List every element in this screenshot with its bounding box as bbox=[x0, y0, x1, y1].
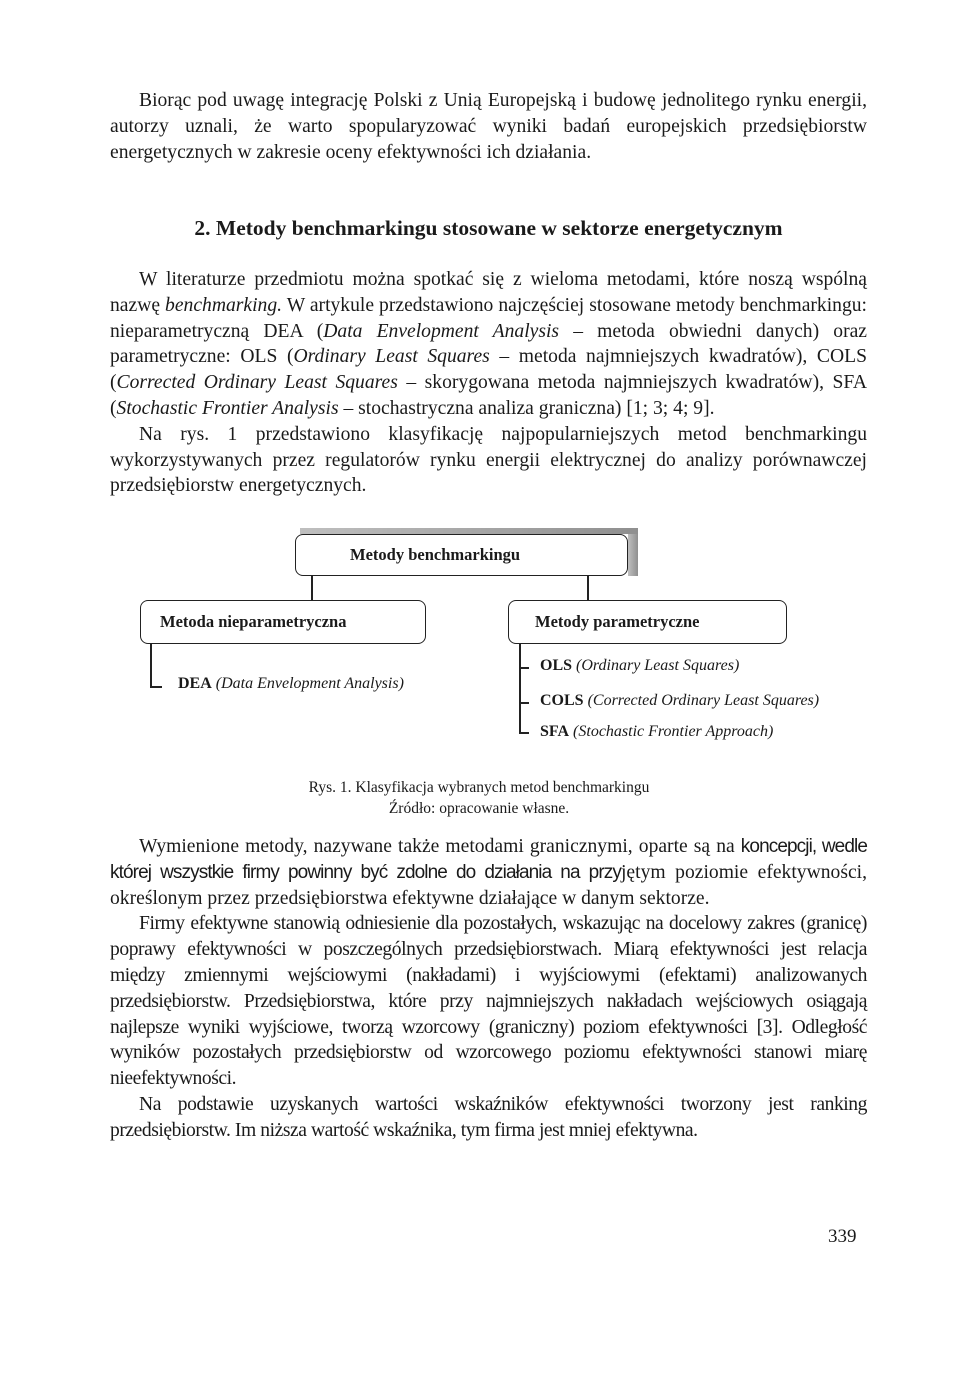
ols-item bbox=[540, 657, 739, 675]
p1-term-cols: Corrected Ordinary Least Squares – bbox=[116, 372, 417, 394]
diagram-root-label: Metody benchmarkingu bbox=[350, 545, 521, 564]
right-tick-ols bbox=[519, 667, 529, 669]
p1-text-6: stochastryczna analiza graniczna) [1; 3; 4; 9]. bbox=[353, 397, 715, 419]
p1-term-dea: Data Envelopment Analysis – bbox=[323, 320, 583, 342]
diagram-root-box bbox=[295, 534, 628, 576]
paragraph-4: Firmy efektywne stanowią odniesienie dla pozostałych, wskazując na docelowy zakres (granicę) poprawy efektywności w poszczególnych przedsiębiorstwach. Miarą efektywności jest relacja między zmiennymi wejściowymi (nakładami) i wyjściowymi (efektami) analizowanych przedsiębiorstw. Przedsiębiorstwa, które przy najmniejszych nakładach wejściowych osiągają najlepsze wyniki wyjściowe, tworzą wzorcowy (graniczny) poziom efektywności [3]. Odległość wyników pozostałych przedsiębiorstw od wzorcowego poziomu efektywności stanowi miarę nieefektywności. bbox=[110, 913, 867, 1090]
body-continued bbox=[110, 834, 867, 1144]
nonparametric-box bbox=[140, 600, 426, 644]
left-bracket-vertical bbox=[150, 644, 152, 688]
parametric-label: Metody parametryczne bbox=[535, 612, 700, 631]
p3-text-a: Wymienione metody, nazywane także metodami granicznymi, oparte są na bbox=[139, 836, 741, 857]
cols-full: (Corrected Ordinary Least Squares) bbox=[587, 692, 820, 709]
paragraph-5: Na podstawie uzyskanych wartości wskaźników efektywności tworzony jest ranking przedsiębiorstw. Im niższa wartość wskaźnika, tym firma jest mniej efektywna. bbox=[110, 1093, 867, 1141]
cols-abbr: COLS bbox=[540, 692, 584, 709]
p1-text-3: metoda obwiedni danych) oraz parametryczne: OLS ( bbox=[110, 320, 867, 368]
intro-paragraph bbox=[110, 88, 867, 165]
right-tick-cols bbox=[519, 702, 529, 704]
dea-full: (Data Envelopment Analysis) bbox=[215, 675, 404, 692]
paragraph-2: Na rys. 1 przedstawiono klasyfikację najpopularniejszych metod benchmarkingu wykorzystywanych przez regulatorów rynku energii elektrycznej do analizy porównawczej przedsiębiorstw energetycznych. bbox=[110, 423, 867, 497]
scan-shadow-side bbox=[628, 534, 638, 576]
ols-abbr: OLS bbox=[540, 657, 573, 674]
figure-source: Źródło: opracowanie własne. bbox=[388, 800, 570, 817]
p3-text-c: jętym poziomie efektywności, określonym przez przedsiębiorstwa efektywne działające w danym sektorze. bbox=[110, 861, 867, 909]
nonparametric-label: Metoda nieparametryczna bbox=[160, 612, 347, 631]
connector-root-left bbox=[311, 576, 313, 602]
sfa-item bbox=[540, 723, 773, 741]
right-tick-sfa bbox=[519, 732, 529, 734]
sfa-full: (Stochastic Frontier Approach) bbox=[573, 723, 774, 740]
p1-text-2: W artykule przedstawiono najczęściej stosowane metody benchmarkingu: nieparametryczną DEA ( bbox=[110, 294, 867, 342]
dea-abbr: DEA bbox=[178, 675, 212, 692]
p1-term-benchmarking: benchmarking. bbox=[165, 294, 283, 316]
section-heading: 2. Metody benchmarkingu stosowane w sektorze energetycznym bbox=[194, 216, 783, 240]
figure-caption: Rys. 1. Klasyfikacja wybranych metod benchmarkingu bbox=[308, 779, 650, 796]
p1-text-5: skorygowana metoda najmniejszych kwadratów), SFA ( bbox=[110, 372, 867, 419]
paragraph-1 bbox=[110, 267, 867, 499]
classification-diagram bbox=[0, 520, 958, 780]
intro-text: Biorąc pod uwagę integrację Polski z Unią Europejską i budowę jednolitego rynku energii, autorzy uznali, że warto spopularyzować wyniki badań europejskich przedsiębiorstw energetycznych w zakresie oceny efektywności ich działania. bbox=[110, 90, 867, 163]
connector-root-right bbox=[587, 576, 589, 602]
paragraph-3 bbox=[110, 834, 867, 911]
dea-item bbox=[178, 675, 404, 693]
ols-full: (Ordinary Least Squares) bbox=[576, 657, 740, 674]
cols-item bbox=[540, 692, 819, 710]
sfa-abbr: SFA bbox=[540, 723, 570, 740]
right-bracket-vertical bbox=[519, 644, 521, 734]
p3-text-b: koncepcji, wedle której wszystkie firmy powinny być zdolne do działania na przy bbox=[110, 836, 867, 883]
p1-text-4: metoda najmniejszych kwadratów), COLS ( bbox=[110, 346, 867, 394]
left-bracket-tick bbox=[150, 686, 162, 688]
page-number: 339 bbox=[828, 1226, 857, 1247]
p1-term-ols: Ordinary Least Squares – bbox=[293, 346, 510, 368]
parametric-box bbox=[508, 600, 787, 644]
p1-term-sfa: Stochastic Frontier Analysis – bbox=[116, 397, 354, 419]
p1-text-1: W literaturze przedmiotu można spotkać się z wieloma metodami, które noszą wspólną nazwę bbox=[110, 269, 867, 316]
